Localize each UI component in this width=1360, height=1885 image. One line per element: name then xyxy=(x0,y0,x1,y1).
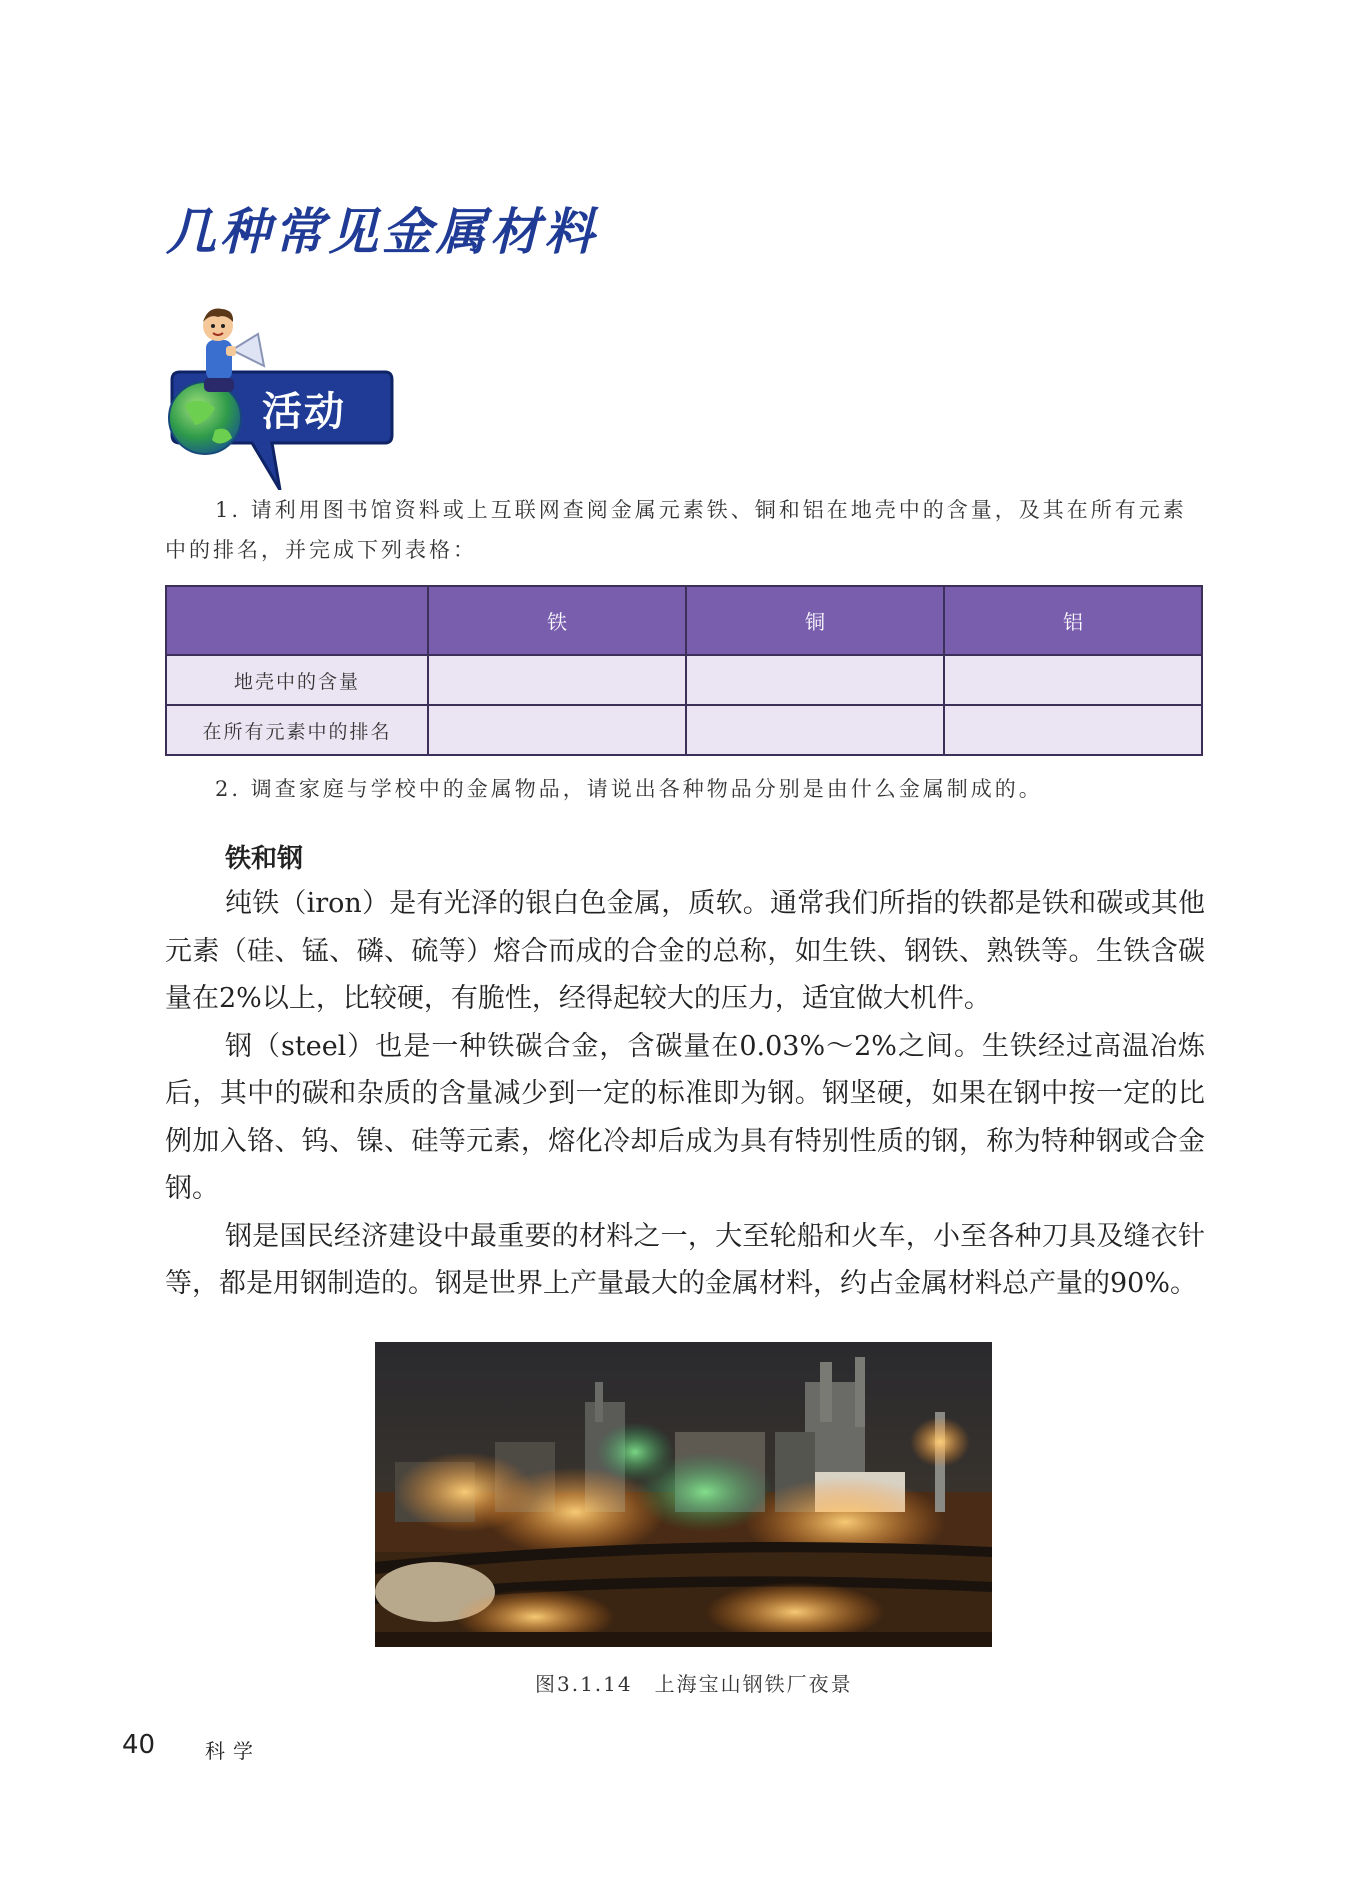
steel-plant-night-photo xyxy=(375,1342,992,1647)
table-row-label: 地壳中的含量 xyxy=(166,655,428,705)
table-row xyxy=(166,705,1202,755)
table-header-cell xyxy=(166,586,428,655)
table-row-label: 在所有元素中的排名 xyxy=(166,705,428,755)
table-header-cell: 铝 xyxy=(944,586,1202,655)
section-heading: 铁和钢 xyxy=(225,844,304,874)
activity-badge-label: 活动 xyxy=(262,389,346,435)
figure-caption: 图3.1.14 上海宝山钢铁厂夜景 xyxy=(535,1672,853,1696)
table-row xyxy=(166,655,1202,705)
page-title: 几种常见金属材料 xyxy=(166,203,598,261)
table-cell xyxy=(944,655,1202,705)
table-cell xyxy=(428,705,686,755)
table-header-row xyxy=(166,586,1202,655)
body-paragraph: 钢（steel）也是一种铁碳合金，含碳量在0.03%～2%之间。生铁经过高温冶炼后，其中的碳和杂质的含量减少到一定的标准即为钢。钢坚硬，如果在钢中按一定的比例加入铬、钨、镍、硅等元素，熔化冷却后成为具有特别性质的钢，称为特种钢或合金钢。 xyxy=(165,1030,1205,1204)
section-body xyxy=(165,880,1205,1308)
table-cell xyxy=(686,655,944,705)
activity-question-1: 1. 请利用图书馆资料或上互联网查阅金属元素铁、铜和铝在地壳中的含量，及其在所有元素中的排名，并完成下列表格： xyxy=(165,498,1187,562)
table-cell xyxy=(944,705,1202,755)
activity-table xyxy=(165,585,1203,756)
book-name: 科学 xyxy=(205,1739,261,1763)
table-cell xyxy=(686,705,944,755)
table-header-cell: 铜 xyxy=(686,586,944,655)
table-header-cell: 铁 xyxy=(428,586,686,655)
body-paragraph: 纯铁（iron）是有光泽的银白色金属，质软。通常我们所指的铁都是铁和碳或其他元素（硅、锰、磷、硫等）熔合而成的合金的总称，如生铁、钢铁、熟铁等。生铁含碳量在2%以上，比较硬，有脆性，经得起较大的压力，适宜做大机件。 xyxy=(165,888,1205,1014)
body-paragraph: 钢是国民经济建设中最重要的材料之一，大至轮船和火车，小至各种刀具及缝衣针等，都是用钢制造的。钢是世界上产量最大的金属材料，约占金属材料总产量的90%。 xyxy=(165,1220,1205,1299)
activity-question-2: 2. 调查家庭与学校中的金属物品，请说出各种物品分别是由什么金属制成的。 xyxy=(215,777,1043,801)
table-cell xyxy=(428,655,686,705)
page-number: 40 xyxy=(122,1730,156,1760)
